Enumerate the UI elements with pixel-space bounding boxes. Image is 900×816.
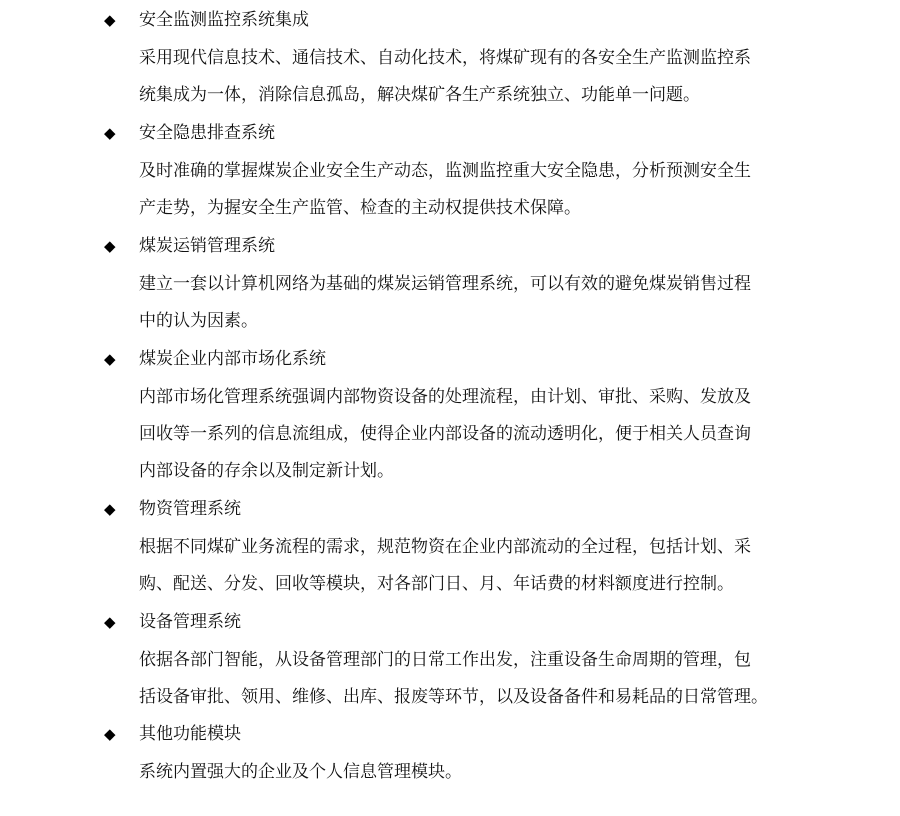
- section-title: 其他功能模块: [139, 724, 241, 744]
- paragraph-line: 依据各部门智能，从设备管理部门的日常工作出发，注重设备生命周期的管理，包: [139, 650, 751, 670]
- paragraph-line: 内部市场化管理系统强调内部物资设备的处理流程，由计划、审批、采购、发放及: [139, 387, 751, 407]
- paragraph-line: 产走势，为握安全生产监管、检查的主动权提供技术保障。: [139, 198, 581, 218]
- section-title: 煤炭企业内部市场化系统: [139, 349, 326, 369]
- diamond-bullet-icon: ◆: [104, 725, 116, 743]
- section-heading: [0, 720, 900, 748]
- paragraph-line: 建立一套以计算机网络为基础的煤炭运销管理系统，可以有效的避免煤炭销售过程: [139, 274, 751, 294]
- section-heading: [0, 6, 900, 34]
- paragraph-line: 统集成为一体，消除信息孤岛，解决煤矿各生产系统独立、功能单一问题。: [139, 85, 700, 105]
- section-title: 煤炭运销管理系统: [139, 236, 275, 256]
- paragraph-line: 中的认为因素。: [139, 311, 258, 331]
- paragraph-line: 系统内置强大的企业及个人信息管理模块。: [139, 762, 462, 782]
- paragraph-line: 及时准确的掌握煤炭企业安全生产动态，监测监控重大安全隐患，分析预测安全生: [139, 161, 751, 181]
- paragraph-line: 回收等一系列的信息流组成，使得企业内部设备的流动透明化，便于相关人员查询: [139, 424, 751, 444]
- section-title: 物资管理系统: [139, 499, 241, 519]
- section-heading: [0, 119, 900, 147]
- diamond-bullet-icon: ◆: [104, 124, 116, 142]
- diamond-bullet-icon: ◆: [104, 350, 116, 368]
- section-title: 设备管理系统: [139, 612, 241, 632]
- section-heading: [0, 495, 900, 523]
- paragraph-line: 根据不同煤矿业务流程的需求，规范物资在企业内部流动的全过程，包括计划、采: [139, 537, 751, 557]
- diamond-bullet-icon: ◆: [104, 237, 116, 255]
- paragraph-line: 内部设备的存余以及制定新计划。: [139, 461, 394, 481]
- section-title: 安全监测监控系统集成: [139, 10, 309, 30]
- diamond-bullet-icon: ◆: [104, 500, 116, 518]
- paragraph-line: 采用现代信息技术、通信技术、自动化技术，将煤矿现有的各安全生产监测监控系: [139, 48, 751, 68]
- diamond-bullet-icon: ◆: [104, 613, 116, 631]
- paragraph-line: 括设备审批、领用、维修、出库、报废等环节，以及设备备件和易耗品的日常管理。: [139, 687, 768, 707]
- section-heading: [0, 232, 900, 260]
- section-title: 安全隐患排查系统: [139, 123, 275, 143]
- section-heading: [0, 345, 900, 373]
- paragraph-line: 购、配送、分发、回收等模块，对各部门日、月、年话费的材料额度进行控制。: [139, 574, 734, 594]
- section-heading: [0, 608, 900, 636]
- diamond-bullet-icon: ◆: [104, 11, 116, 29]
